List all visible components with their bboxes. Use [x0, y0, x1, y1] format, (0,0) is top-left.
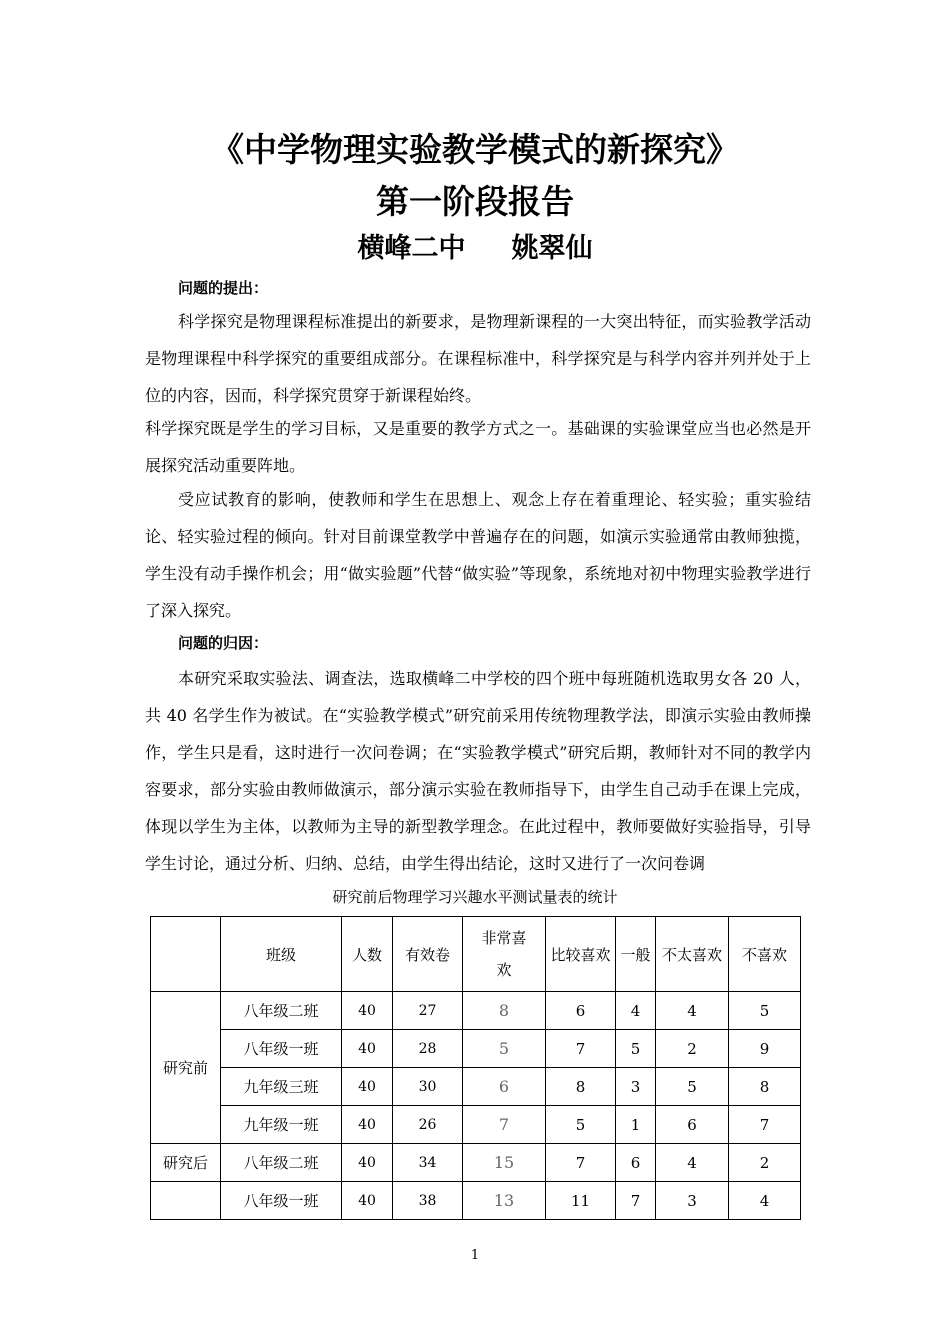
page-number: 1: [470, 1248, 480, 1263]
header-like: 比较喜欢: [546, 917, 616, 992]
cell-valid: 34: [393, 1144, 463, 1182]
cell-hate: 7: [729, 1106, 801, 1144]
cell-dislike: 4: [656, 992, 729, 1030]
group-after-continued: [151, 1182, 221, 1220]
table-header-row: [151, 917, 801, 992]
cell-hate: 2: [729, 1144, 801, 1182]
school-name: 横峰二中: [357, 233, 466, 264]
table-row: [151, 1068, 801, 1106]
cell-valid: 27: [393, 992, 463, 1030]
cell-dislike: 3: [656, 1182, 729, 1220]
header-hate: 不喜欢: [729, 917, 801, 992]
cell-like: 5: [546, 1106, 616, 1144]
cell-valid: 30: [393, 1068, 463, 1106]
cell-class: 九年级一班: [221, 1106, 342, 1144]
interest-stats-table: [150, 916, 801, 1220]
cell-valid: 38: [393, 1182, 463, 1220]
cell-count: 40: [342, 1144, 393, 1182]
header-valid: 有效卷: [393, 917, 463, 992]
paragraph-4: 本研究采取实验法、调查法，选取横峰二中学校的四个班中每班随机选取男女各 20 人，共 40 名学生作为被试。在“实验教学模式”研究前采用传统物理教学法，即演示实验由教师操作，学生只是看，这时进行一次问卷调；在“实验教学模式”研究后期，教师针对不同的教学内容要求，部分实验由教师做演示，部分演示实验在教师指导下，由学生自己动手在课上完成，体现以学生为主体，以教师为主导的新型教学理念。在此过程中，教师要做好实验指导，引导学生讨论，通过分析、归纳、总结，由学生得出结论，这时又进行了一次问卷调: [145, 669, 811, 873]
cell-count: 40: [342, 1068, 393, 1106]
problem-heading: 问题的提出：: [178, 279, 269, 297]
cell-class: 八年级二班: [221, 992, 342, 1030]
author-line: [0, 229, 950, 269]
cell-neutral: 3: [616, 1068, 656, 1106]
cell-dislike: 5: [656, 1068, 729, 1106]
cell-dislike: 6: [656, 1106, 729, 1144]
paragraph-2: 科学探究既是学生的学习目标，又是重要的教学方式之一。基础课的实验课堂应当也必然是开展探究活动重要阵地。: [145, 419, 811, 475]
cell-neutral: 7: [616, 1182, 656, 1220]
cell-valid: 28: [393, 1030, 463, 1068]
group-after: 研究后: [151, 1144, 221, 1182]
cell-class: 八年级一班: [221, 1030, 342, 1068]
cell-like: 7: [546, 1144, 616, 1182]
table-row: [151, 1030, 801, 1068]
header-neutral: 一般: [616, 917, 656, 992]
cell-neutral: 5: [616, 1030, 656, 1068]
cell-very-like: 6: [463, 1068, 546, 1106]
cell-class: 八年级一班: [221, 1182, 342, 1220]
table-caption: 研究前后物理学习兴趣水平测试量表的统计: [332, 888, 618, 906]
table-row: [151, 1182, 801, 1220]
header-empty-cell: [151, 917, 221, 992]
table-row: [151, 992, 801, 1030]
cell-dislike: 4: [656, 1144, 729, 1182]
cell-count: 40: [342, 1182, 393, 1220]
cell-dislike: 2: [656, 1030, 729, 1068]
cell-count: 40: [342, 992, 393, 1030]
document-subtitle: 第一阶段报告: [376, 182, 574, 221]
table-row: [151, 1144, 801, 1182]
cell-hate: 5: [729, 992, 801, 1030]
paragraph-1: 科学探究是物理课程标准提出的新要求，是物理新课程的一大突出特征，而实验教学活动是物理课程中科学探究的重要组成部分。在课程标准中，科学探究是与科学内容并列并处于上位的内容，因而，科学探究贯穿于新课程始终。: [145, 312, 811, 405]
cell-count: 40: [342, 1030, 393, 1068]
cell-very-like: 7: [463, 1106, 546, 1144]
cell-very-like: 8: [463, 992, 546, 1030]
cell-class: 九年级三班: [221, 1068, 342, 1106]
cell-neutral: 4: [616, 992, 656, 1030]
group-before: 研究前: [151, 992, 221, 1144]
cell-hate: 9: [729, 1030, 801, 1068]
cell-like: 8: [546, 1068, 616, 1106]
cell-class: 八年级二班: [221, 1144, 342, 1182]
cell-very-like: 13: [463, 1182, 546, 1220]
cell-hate: 8: [729, 1068, 801, 1106]
cell-like: 11: [546, 1182, 616, 1220]
header-class: 班级: [221, 917, 342, 992]
cause-heading: 问题的归因：: [178, 634, 269, 652]
header-dislike: 不太喜欢: [656, 917, 729, 992]
header-count: 人数: [342, 917, 393, 992]
cell-very-like: 5: [463, 1030, 546, 1068]
document-title: 《中学物理实验教学模式的新探究》: [211, 130, 739, 169]
cell-very-like: 15: [463, 1144, 546, 1182]
paragraph-3: 受应试教育的影响，使教师和学生在思想上、观念上存在着重理论、轻实验；重实验结论、轻实验过程的倾向。针对目前课堂教学中普遍存在的问题，如演示实验通常由教师独揽，学生没有动手操作机会；用“做实验题”代替“做实验”等现象，系统地对初中物理实验教学进行了深入探究。: [145, 490, 811, 620]
cell-hate: 4: [729, 1182, 801, 1220]
cell-like: 6: [546, 992, 616, 1030]
table-row: [151, 1106, 801, 1144]
cell-like: 7: [546, 1030, 616, 1068]
cell-neutral: 6: [616, 1144, 656, 1182]
cell-neutral: 1: [616, 1106, 656, 1144]
header-very-like: 非常喜欢: [463, 917, 546, 992]
cell-valid: 26: [393, 1106, 463, 1144]
author-name: 姚翠仙: [511, 233, 593, 264]
cell-count: 40: [342, 1106, 393, 1144]
